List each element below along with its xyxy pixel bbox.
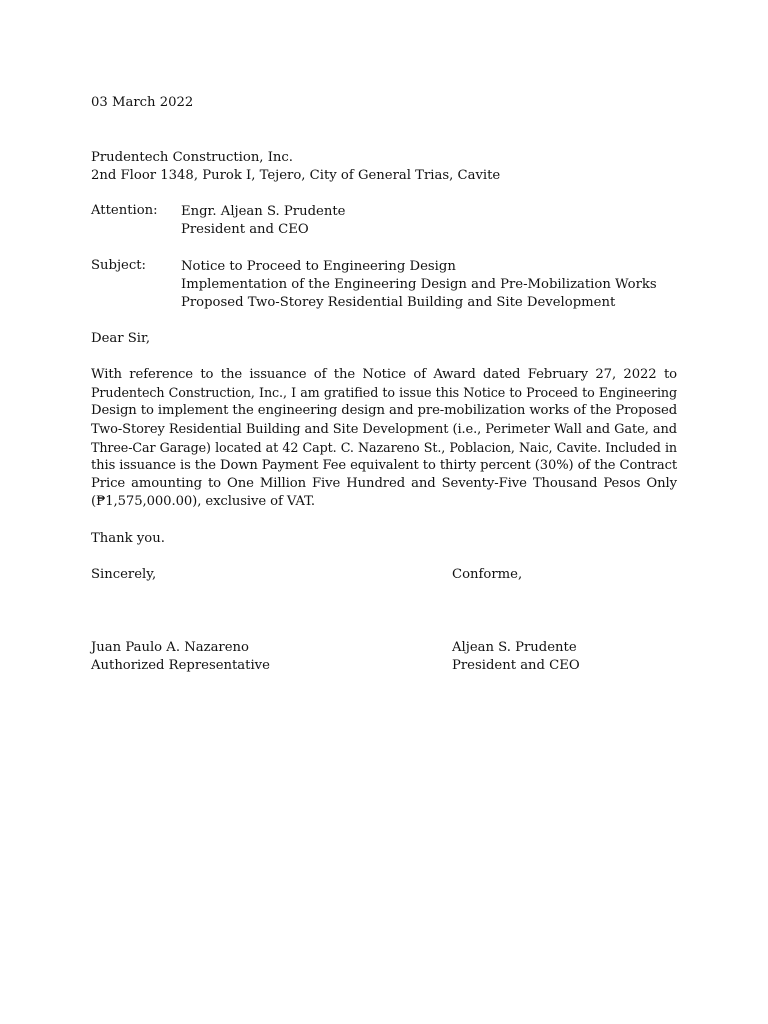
salutation-text: Dear Sir, bbox=[91, 331, 151, 346]
body-line: With reference to the issuance of the Notice of Award dated February 27, 2022 to bbox=[91, 367, 677, 382]
date-text: 03 March 2022 bbox=[91, 95, 194, 110]
body-line: this issuance is the Down Payment Fee equivalent to thirty percent (30%) of the Contract bbox=[91, 458, 677, 474]
subject-label: Subject: bbox=[91, 258, 146, 273]
recipient-block bbox=[91, 149, 677, 185]
subject-line: Notice to Proceed to Engineering Design bbox=[181, 259, 456, 274]
body-line: (₱1,575,000.00), exclusive of VAT. bbox=[91, 494, 315, 510]
right-signature-block bbox=[452, 639, 580, 675]
body-paragraph bbox=[91, 366, 677, 512]
subject-value bbox=[181, 258, 677, 313]
right-signatory-name: Aljean S. Prudente bbox=[452, 640, 577, 655]
body-line: Prudentech Construction, Inc., I am gratified to issue this Notice to Proceed to Engineering bbox=[91, 385, 677, 401]
left-signatory-name: Juan Paulo A. Nazareno bbox=[91, 640, 249, 655]
letter-date bbox=[91, 94, 677, 112]
left-signature-closing bbox=[91, 566, 156, 584]
body-line: Design to implement the engineering design and pre-mobilization works of the Proposed bbox=[91, 403, 678, 419]
salutation bbox=[91, 330, 677, 348]
left-signature-block bbox=[91, 639, 270, 675]
sincerely-text: Sincerely, bbox=[91, 567, 157, 582]
right-signatory-title: President and CEO bbox=[452, 658, 580, 674]
recipient-address: 2nd Floor 1348, Purok I, Tejero, City of General Trias, Cavite bbox=[91, 168, 501, 184]
subject-line: Implementation of the Engineering Design and Pre-Mobilization Works bbox=[181, 277, 657, 293]
left-signatory-title: Authorized Representative bbox=[91, 658, 270, 674]
recipient-company: Prudentech Construction, Inc. bbox=[91, 150, 293, 165]
attention-label: Attention: bbox=[91, 203, 158, 218]
subject-line: Proposed Two-Storey Residential Building and Site Development bbox=[181, 295, 616, 311]
thanks bbox=[91, 530, 677, 548]
thanks-text: Thank you. bbox=[91, 531, 165, 546]
right-signature-closing bbox=[452, 566, 522, 584]
body-line: Two-Storey Residential Building and Site Development (i.e., Perimeter Wall and Gate, and bbox=[91, 421, 677, 437]
conforme-text: Conforme, bbox=[452, 567, 523, 582]
attention-value bbox=[181, 203, 677, 239]
body-line: Three-Car Garage) located at 42 Capt. C. Nazareno St., Poblacion, Naic, Cavite. Included in bbox=[91, 439, 677, 455]
attention-name: Engr. Aljean S. Prudente bbox=[181, 204, 346, 219]
body-line: Price amounting to One Million Five Hundred and Seventy-Five Thousand Pesos Only bbox=[91, 476, 677, 492]
attention-title: President and CEO bbox=[181, 222, 309, 238]
